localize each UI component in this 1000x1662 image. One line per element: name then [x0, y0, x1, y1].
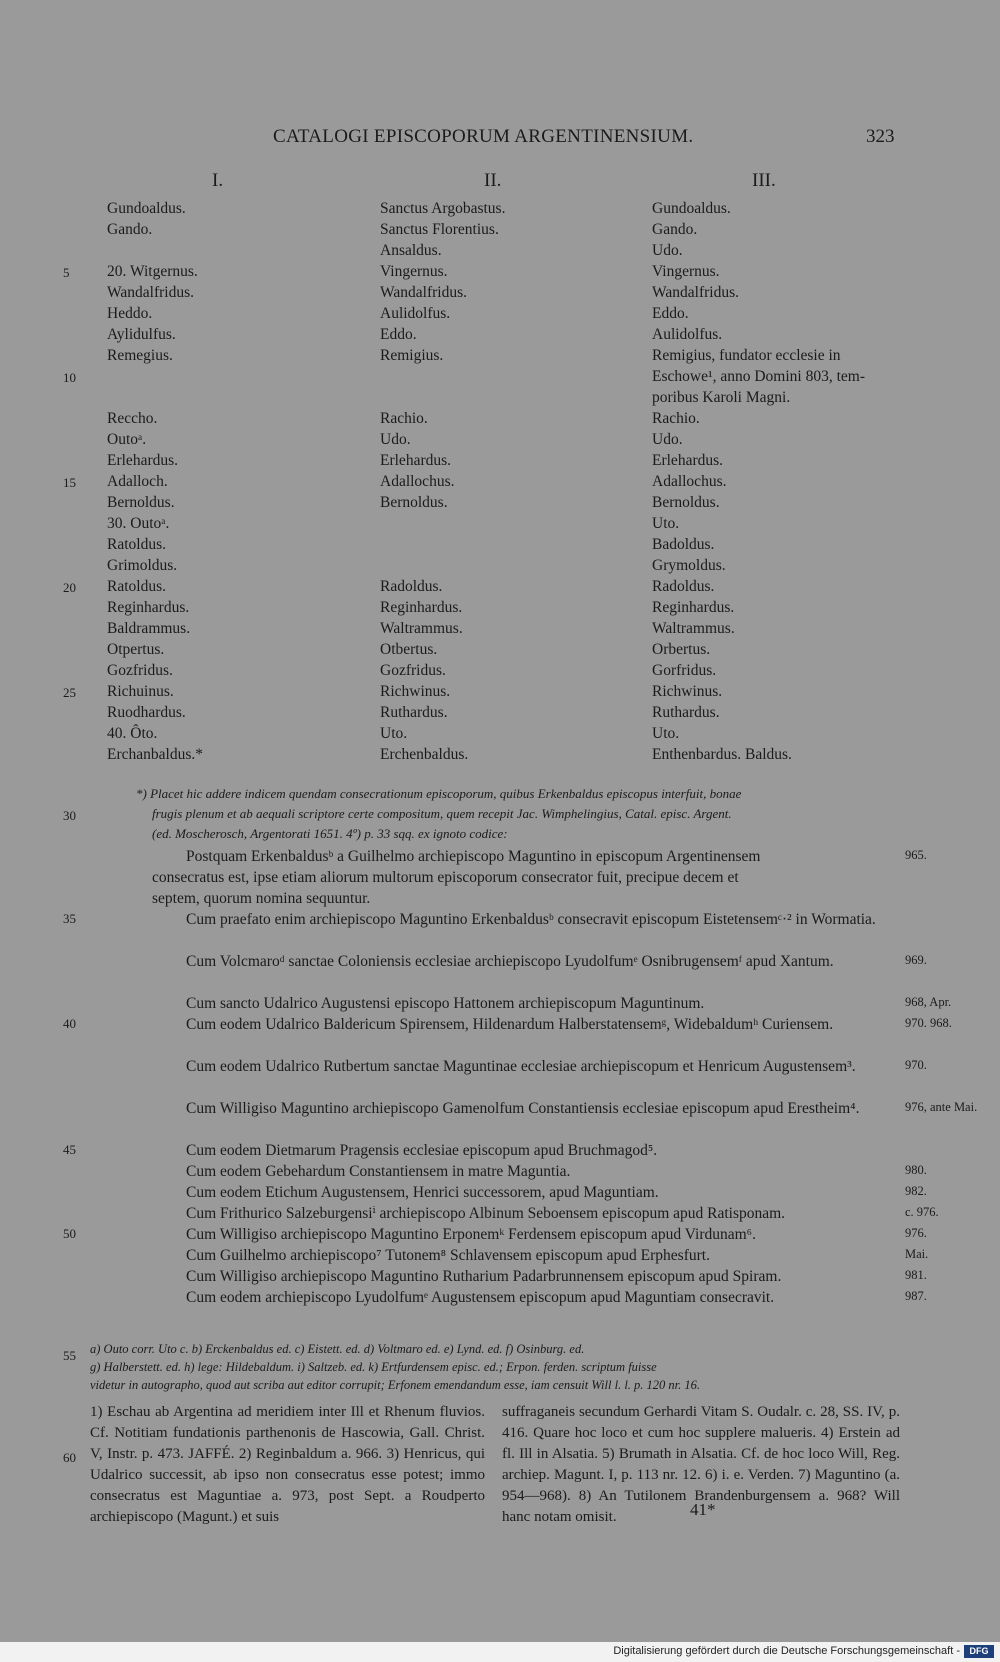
list-1-entry: Erchanbaldus.*: [107, 746, 203, 763]
list-row: [0, 473, 1000, 494]
list-2-entry: Ruthardus.: [380, 704, 448, 721]
margin-date: 965.: [905, 848, 927, 862]
list-row: [0, 242, 1000, 263]
list-1-entry: Gozfridus.: [107, 662, 173, 679]
list-3-entry: Aulidolfus.: [652, 326, 723, 343]
line-number: 30: [63, 808, 76, 823]
list-row: [0, 305, 1000, 326]
list-3-entry: Gundoaldus.: [652, 200, 731, 217]
margin-date: c. 976.: [905, 1205, 939, 1219]
page-number: 323: [866, 126, 895, 147]
margin-date: 980.: [905, 1163, 927, 1177]
consecration-entry: Cum eodem Etichum Augustensem, Henrici successorem, apud Maguntiam.: [186, 1184, 659, 1201]
list-3-entry: Eschowe¹, anno Domini 803, tem-: [652, 368, 865, 385]
list-3-entry: Wandalfridus.: [652, 284, 739, 301]
list-2-entry: Ansaldus.: [380, 242, 442, 259]
list-2-entry: Adallochus.: [380, 473, 455, 490]
line-number: 15: [63, 475, 76, 490]
list-3-entry: Orbertus.: [652, 641, 711, 658]
list-3-entry: Enthenbardus. Baldus.: [652, 746, 792, 763]
list-2-entry: Vingernus.: [380, 263, 448, 280]
margin-date: 981.: [905, 1268, 927, 1282]
list-1-entry: Baldrammus.: [107, 620, 191, 637]
consecration-entry: Cum Frithurico Salzeburgensiⁱ archiepiscopo Albinum Seboensem episcopum apud Ratisponam.: [186, 1205, 786, 1222]
list-row: [0, 662, 1000, 683]
list-1-entry: Erlehardus.: [107, 452, 179, 469]
list-3-entry: Erlehardus.: [652, 452, 724, 469]
list-2-entry: Eddo.: [380, 326, 417, 343]
list-3-entry: Reginhardus.: [652, 599, 735, 616]
list-row: [0, 683, 1000, 704]
consecration-entry: Cum eodem Dietmarum Pragensis ecclesiae episcopum apud Bruchmagod⁵.: [186, 1142, 658, 1159]
signature-mark: 41*: [690, 1500, 716, 1519]
list-2-entry: Wandalfridus.: [380, 284, 467, 301]
consecration-entry: Cum praefato enim archiepiscopo Maguntino Erkenbaldusᵇ consecravit episcopum Eistetensemᶜ·² in Wormatia.: [186, 911, 876, 928]
list-row: [0, 494, 1000, 515]
column-heading-3: III.: [752, 170, 776, 191]
list-3-entry: Gando.: [652, 221, 698, 238]
list-2-entry: Gozfridus.: [380, 662, 446, 679]
list-2-entry: Aulidolfus.: [380, 305, 451, 322]
footnote-line: *) Placet hic addere indicem quendam consecrationum episcoporum, quibus Erkenbaldus episcopus interfuit, bonae: [136, 786, 742, 801]
consecration-entry: Cum eodem Udalrico Rutbertum sanctae Maguntinae ecclesiae archiepiscopum et Henricum Augustensem³.: [186, 1058, 856, 1075]
list-2-entry: Sanctus Florentius.: [380, 221, 499, 238]
footnote-line: (ed. Moscherosch, Argentorati 1651. 4º) p. 33 sqq. ex ignoto codice:: [152, 826, 508, 841]
notes-right: suffraganeis secundum Gerhardi Vitam S. Oudalr. c. 28, SS. IV, p. 416. Quare hoc loco et cum hoc supplere malueris. 4) Erstein ad fl. Ill in Alsatia. 5) Brumath in Alsatia. Cf. de hoc loco Will, Reg. archiep. Magunt. I, p. 113 nr. 12. 6) i. e. Verden. 7) Maguntino (a. 954—968). 8) An Tutilonem Brandenburgensem a. 968? Will hanc notam omisit.: [502, 1404, 900, 1525]
list-row: [0, 263, 1000, 284]
list-1-entry: Outoᵃ.: [107, 431, 147, 448]
consecration-entry: consecratus est, ipse etiam aliorum multorum episcoporum consecrator fuit, precipue decem et: [152, 869, 739, 886]
list-1-entry: Ratoldus.: [107, 536, 166, 553]
list-2-entry: Bernoldus.: [380, 494, 448, 511]
list-1-entry: 40. Ôto.: [107, 725, 158, 742]
list-3-entry: Ruthardus.: [652, 704, 720, 721]
list-1-entry: Wandalfridus.: [107, 284, 194, 301]
consecration-entry: Cum eodem Gebehardum Constantiensem in matre Maguntia.: [186, 1163, 571, 1180]
list-1-entry: 20. Witgernus.: [107, 263, 198, 280]
list-row: [0, 326, 1000, 347]
margin-date: 976.: [905, 1226, 927, 1240]
consecration-entry: Cum eodem Udalrico Baldericum Spirensem, Hildenardum Halberstatensemᵍ, Widebaldumʰ Curiensem.: [186, 1016, 834, 1033]
list-2-entry: Radoldus.: [380, 578, 443, 595]
list-row: [0, 452, 1000, 473]
list-row: [0, 620, 1000, 641]
list-1-entry: Reccho.: [107, 410, 158, 427]
list-3-entry: Uto.: [652, 725, 680, 742]
list-3-entry: Bernoldus.: [652, 494, 720, 511]
consecration-entry: Cum Willigiso Maguntino archiepiscopo Gamenolfum Constantiensis ecclesiae episcopum apud Erestheim⁴.: [186, 1100, 860, 1117]
list-row: [0, 746, 1000, 767]
line-number: 35: [63, 911, 76, 926]
list-3-entry: Remigius, fundator ecclesie in: [652, 347, 841, 364]
apparatus-line: a) Outo corr. Uto c. b) Erckenbaldus ed. c) Eistett. ed. d) Voltmaro ed. e) Lynd. ed. f) Osinburg. ed.: [90, 1342, 585, 1356]
notes-left: 1) Eschau ab Argentina ad meridiem inter Ill et Rhenum fluvios. Cf. Notitiam fundationis parthenonis de Hascowia, Gall. Christ. V, Instr. p. 473. JAFFÉ. 2) Reginbaldum a. 966. 3) Henricus, qui Udalrico successit, ab ipso non consecratus esse potest; immo consecratus est Maguntiae a. 973, post Sept. a Roudperto archiepiscopo (Magunt.) et suis: [90, 1404, 485, 1525]
list-1-entry: 30. Outoᵃ.: [107, 515, 170, 532]
list-3-entry: Udo.: [652, 242, 683, 259]
margin-date: 968, Apr.: [905, 995, 952, 1009]
list-3-entry: Rachio.: [652, 410, 700, 427]
margin-date: 982.: [905, 1184, 927, 1198]
consecration-entry: Cum Willigiso archiepiscopo Maguntino Erponemᵏ Ferdensem episcopum apud Virdunam⁶.: [186, 1226, 756, 1243]
footer-credit: Digitalisierung gefördert durch die Deutsche Forschungsgemeinschaft -: [613, 1645, 960, 1657]
list-row: [0, 221, 1000, 242]
list-3-entry: Grymoldus.: [652, 557, 726, 574]
list-2-entry: Uto.: [380, 725, 408, 742]
list-1-entry: Remegius.: [107, 347, 173, 364]
list-3-entry: Waltrammus.: [652, 620, 735, 637]
list-3-entry: Udo.: [652, 431, 683, 448]
list-3-entry: Vingernus.: [652, 263, 720, 280]
consecration-entry: Postquam Erkenbaldusᵇ a Guilhelmo archiepiscopo Maguntino in episcopum Argentinensem: [186, 848, 761, 865]
consecration-entry: Cum Guilhelmo archiepiscopo⁷ Tutonem⁸ Schlavensem episcopum apud Erphesfurt.: [186, 1247, 710, 1264]
list-3-entry: Radoldus.: [652, 578, 715, 595]
list-3-entry: Eddo.: [652, 305, 689, 322]
line-number: 25: [63, 685, 76, 700]
list-2-entry: Erchenbaldus.: [380, 746, 469, 763]
list-1-entry: Ruodhardus.: [107, 704, 186, 721]
list-row: [0, 578, 1000, 599]
line-number: 5: [63, 265, 70, 280]
list-row: [0, 515, 1000, 536]
list-row: [0, 557, 1000, 578]
list-row: [0, 431, 1000, 452]
list-row: [0, 641, 1000, 662]
list-3-entry: poribus Karoli Magni.: [652, 389, 791, 406]
list-2-entry: Waltrammus.: [380, 620, 463, 637]
list-2-entry: Remigius.: [380, 347, 444, 364]
list-2-entry: Erlehardus.: [380, 452, 452, 469]
footer-bar: [0, 1642, 1000, 1662]
list-row: [0, 725, 1000, 746]
line-number: 45: [63, 1142, 76, 1157]
line-number: 20: [63, 580, 76, 595]
list-1-entry: Heddo.: [107, 305, 153, 322]
list-1-entry: Richuinus.: [107, 683, 174, 700]
margin-date: 976, ante Mai.: [905, 1100, 978, 1114]
running-title: CATALOGI EPISCOPORUM ARGENTINENSIUM.: [273, 126, 694, 147]
column-heading-1: I.: [212, 170, 224, 191]
list-1-entry: Adalloch.: [107, 473, 168, 490]
margin-date: 987.: [905, 1289, 927, 1303]
line-number: 55: [63, 1348, 76, 1363]
list-3-entry: Uto.: [652, 515, 680, 532]
consecration-entry: Cum Volcmaroᵈ sanctae Coloniensis ecclesiae archiepiscopo Lyudolfumᵉ Osnibrugensemᶠ apud Xantum.: [186, 953, 834, 970]
list-row: [0, 284, 1000, 305]
list-3-entry: Badoldus.: [652, 536, 715, 553]
dfg-logo: DFG: [964, 1645, 994, 1658]
line-number: 10: [63, 370, 76, 385]
consecration-entry: Cum eodem archiepiscopo Lyudolfumᵉ Augustensem episcopum apud Maguntiam consecravit.: [186, 1289, 775, 1306]
list-1-entry: Otpertus.: [107, 641, 165, 658]
list-2-entry: Otbertus.: [380, 641, 438, 658]
line-number: 60: [63, 1450, 76, 1465]
margin-date: 970. 968.: [905, 1016, 952, 1030]
list-1-entry: Grimoldus.: [107, 557, 178, 574]
list-row: [0, 704, 1000, 725]
consecration-entry: Cum sancto Udalrico Augustensi episcopo Hattonem archiepiscopum Maguntinum.: [186, 995, 705, 1012]
list-3-entry: Richwinus.: [652, 683, 723, 700]
list-2-entry: Udo.: [380, 431, 411, 448]
list-row: [0, 389, 1000, 410]
list-2-entry: Rachio.: [380, 410, 428, 427]
list-row: [0, 410, 1000, 431]
apparatus-line: g) Halberstett. ed. h) lege: Hildebaldum. i) Saltzeb. ed. k) Ertfurdensem episc. ed.; Erpon. ferden. scriptum fuisse: [90, 1360, 657, 1374]
list-row: [0, 536, 1000, 557]
margin-date: 969.: [905, 953, 927, 967]
list-2-entry: Reginhardus.: [380, 599, 463, 616]
list-row: [0, 599, 1000, 620]
margin-date: 970.: [905, 1058, 927, 1072]
list-1-entry: Reginhardus.: [107, 599, 190, 616]
column-heading-2: II.: [484, 170, 502, 191]
list-row: [0, 347, 1000, 368]
line-number: 40: [63, 1016, 76, 1031]
list-3-entry: Adallochus.: [652, 473, 727, 490]
list-1-entry: Ratoldus.: [107, 578, 166, 595]
list-row: [0, 368, 1000, 389]
footnote-line: frugis plenum et ab aequali scriptore certe compositum, quem recepit Jac. Wimphelingius, Catal. episc. Argent.: [152, 806, 732, 821]
list-1-entry: Gundoaldus.: [107, 200, 186, 217]
line-number: 50: [63, 1226, 76, 1241]
list-row: [0, 200, 1000, 221]
list-1-entry: Aylidulfus.: [107, 326, 176, 343]
list-1-entry: Bernoldus.: [107, 494, 175, 511]
list-2-entry: Richwinus.: [380, 683, 451, 700]
list-3-entry: Gorfridus.: [652, 662, 717, 679]
margin-date: Mai.: [905, 1247, 929, 1261]
list-1-entry: Gando.: [107, 221, 153, 238]
list-2-entry: Sanctus Argobastus.: [380, 200, 506, 217]
consecration-entry: septem, quorum nomina sequuntur.: [152, 890, 371, 907]
apparatus-line: videtur in autographo, quod aut scriba aut editor corrupit; Erfonem emendandum esse, iam censuit Will l. l. p. 120 nr. 16.: [90, 1378, 701, 1392]
consecration-entry: Cum Willigiso archiepiscopo Maguntino Rutharium Padarbrunnensem episcopum apud Spiram.: [186, 1268, 782, 1285]
